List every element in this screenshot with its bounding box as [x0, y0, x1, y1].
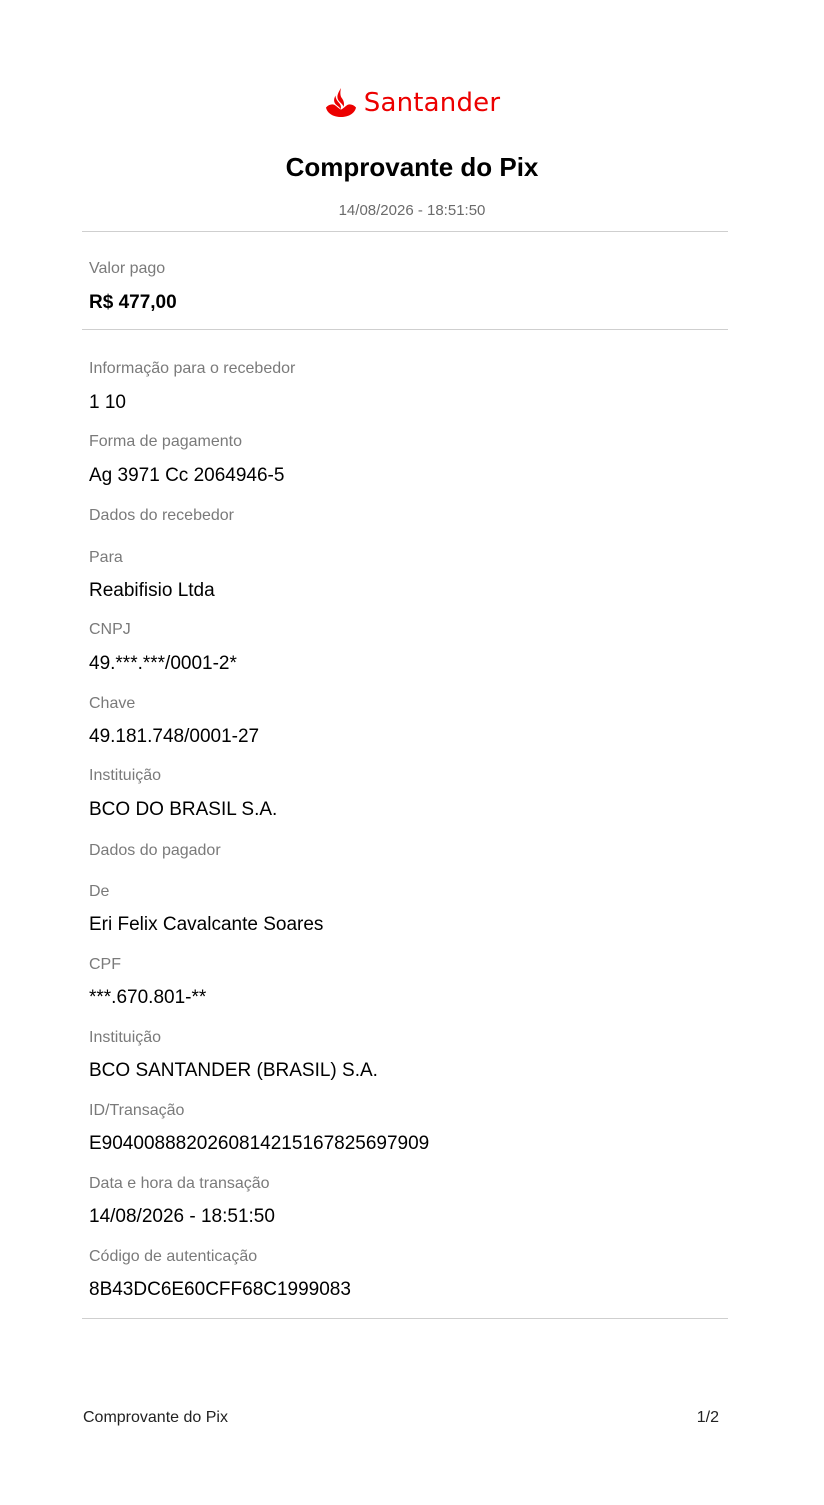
info-label: Informação para o recebedor [89, 360, 296, 377]
payer-bank-value: BCO SANTANDER (BRASIL) S.A. [89, 1060, 378, 1081]
divider [82, 1318, 728, 1319]
amount-value: R$ 477,00 [89, 292, 177, 313]
receiver-name-label: Para [89, 549, 123, 566]
transaction-datetime-value: 14/08/2026 - 18:51:50 [89, 1206, 275, 1227]
page-number: 1/2 [696, 1409, 719, 1426]
transaction-id-value: E90400888202608142151678256979​09 [89, 1133, 430, 1154]
receiver-section-title: Dados do recebedor [89, 507, 234, 524]
auth-code-label: Código de autenticação [89, 1248, 258, 1265]
receiver-bank-label: Instituição [89, 767, 162, 784]
brand-name: Santander [363, 88, 501, 118]
payer-name-label: De [89, 883, 110, 900]
amount-label: Valor pago [89, 260, 166, 277]
bank-logo [0, 86, 824, 120]
payment-method-label: Forma de pagamento [89, 433, 242, 450]
payer-bank-label: Instituição [89, 1029, 162, 1046]
info-value: 1 10 [89, 392, 126, 413]
receiver-cnpj-value: 49.***.***/0001-2* [89, 653, 237, 674]
auth-code-value: 8B43DC6E60CFF68C1999083 [89, 1279, 351, 1300]
receiver-key-label: Chave [89, 695, 136, 712]
payer-section-title: Dados do pagador [89, 842, 221, 859]
transaction-id-label: ID/Transação [89, 1102, 185, 1119]
receiver-bank-value: BCO DO BRASIL S.A. [89, 799, 278, 820]
divider [82, 329, 728, 330]
payer-name-value: Eri Felix Cavalcante Soares [89, 914, 324, 935]
payment-method-value: Ag 3971 Cc 2064946-5 [89, 465, 285, 486]
payer-cpf-label: CPF [89, 956, 121, 973]
transaction-datetime-label: Data e hora da transação [89, 1175, 270, 1192]
receiver-cnpj-label: CNPJ [89, 621, 131, 638]
receiver-key-value: 49.181.748/0001-27 [89, 726, 260, 747]
divider [82, 231, 728, 232]
receipt-datetime: 14/08/2026 - 18:51:50 [338, 202, 486, 219]
receiver-name-value: Reabifisio Ltda [89, 580, 215, 601]
payer-cpf-value: ***.670.801-** [89, 987, 207, 1008]
footer-title: Comprovante do Pix [83, 1409, 228, 1426]
santander-flame-icon [324, 86, 358, 120]
page-title: Comprovante do Pix [285, 152, 539, 182]
